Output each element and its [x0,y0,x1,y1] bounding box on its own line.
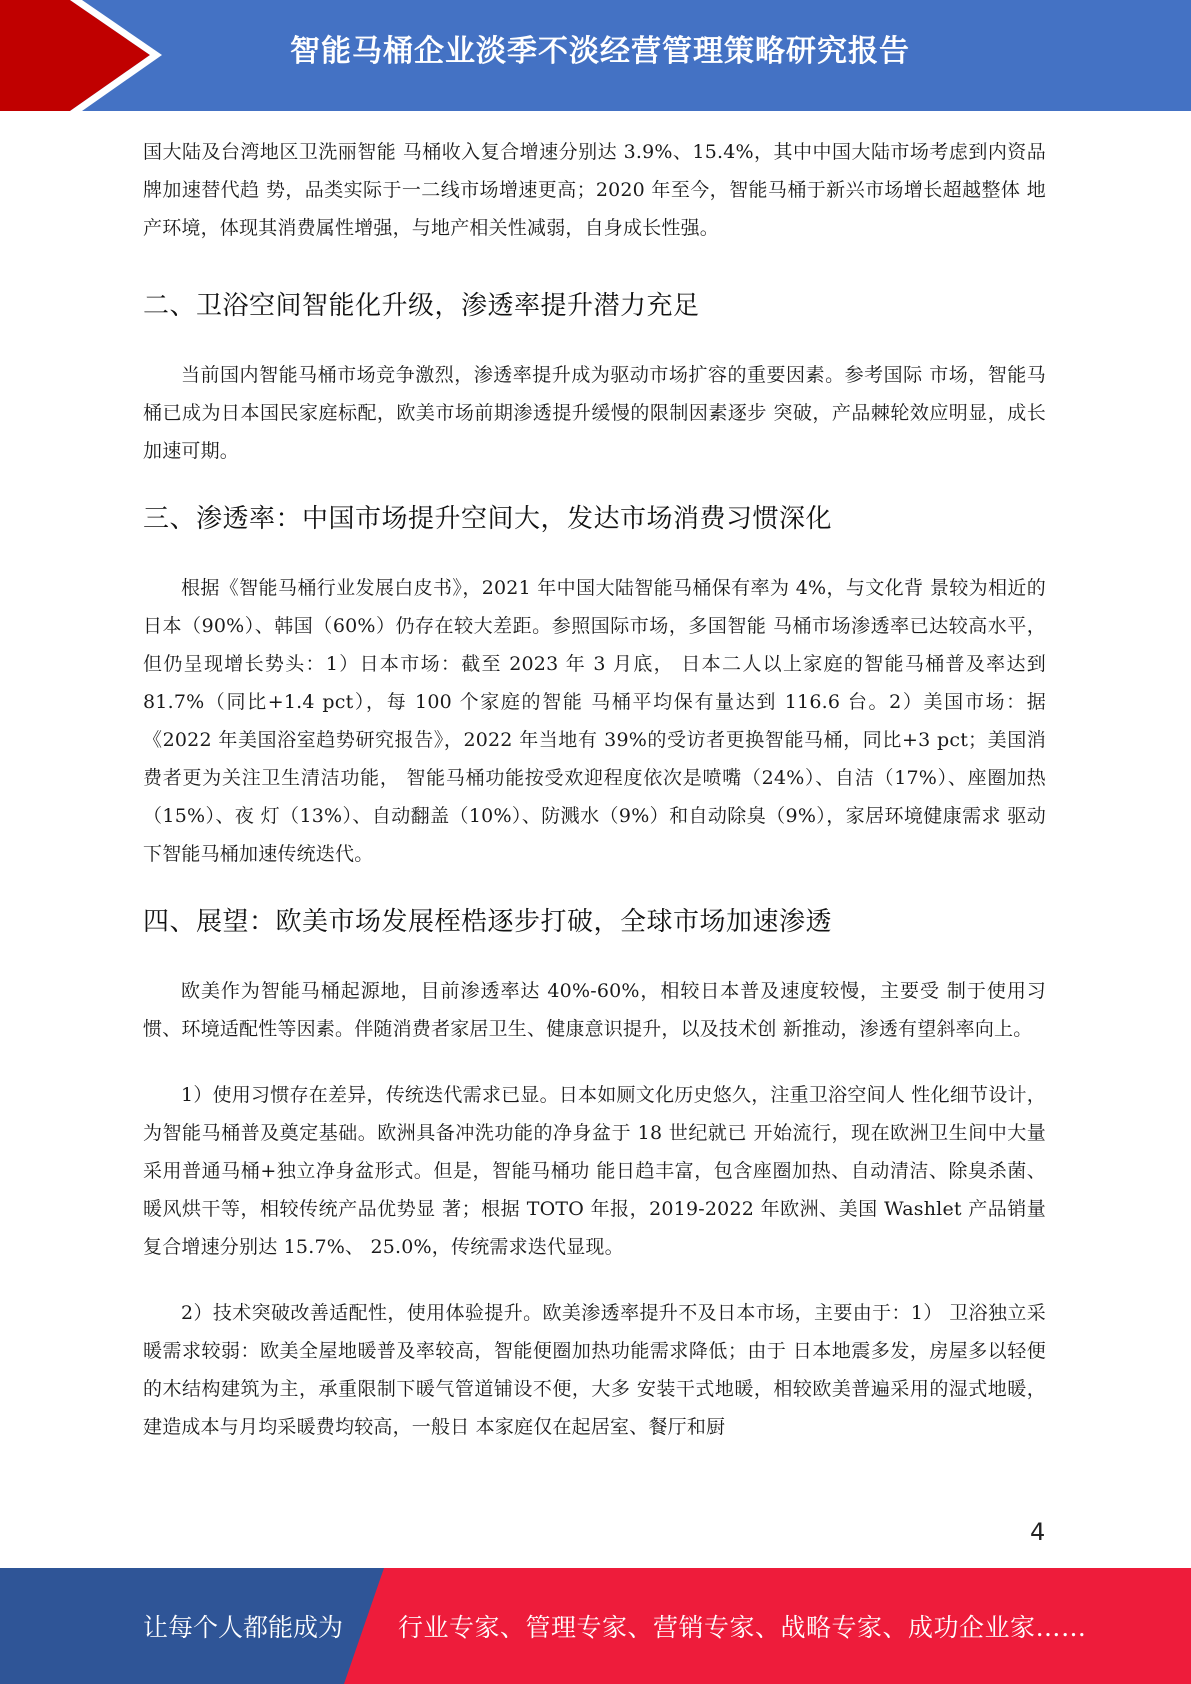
page-footer [0,1568,1191,1684]
page-header [0,0,1191,111]
section4-heading: 四、展望：欧美市场发展桎梏逐步打破，全球市场加速渗透 [143,907,833,937]
section4-paragraph-2: 1）使用习惯存在差异，传统迭代需求已显。日本如厕文化历史悠久，注重卫浴空间人 性化细节设计，为智能马桶普及奠定基础。欧洲具备冲洗功能的净身盆于 18 世纪就已 开始流行，现在欧洲卫生间中大量采用普通马桶+独立净身盆形式。但是，智能马桶功 能日趋丰富，包含座圈加热、自动清洁、除臭杀菌、暖风烘干等，相较传统产品优势显 著；根据 TOTO 年报，2019-2022 年欧洲、美国 Washlet 产品销量复合增速分别达 15.7%、 25.0%，传统需求迭代显现。 [143,1084,1046,1258]
footer-slogan-right: 行业专家、管理专家、营销专家、战略专家、成功企业家…… [398,1613,1087,1642]
intro-paragraph: 国大陆及台湾地区卫洗丽智能 马桶收入复合增速分别达 3.9%、15.4%，其中中国大陆市场考虑到内资品牌加速替代趋 势，品类实际于一二线市场增速更高；2020 年至今，智能马桶于新兴市场增长超越整体 地产环境，体现其消费属性增强，与地产相关性减弱，自身成长性强。 [143,141,1046,239]
section4-paragraph-3: 2）技术突破改善适配性，使用体验提升。欧美渗透率提升不及日本市场，主要由于：1） 卫浴独立采暖需求较弱：欧美全屋地暖普及率较高，智能便圈加热功能需求降低；由于 日本地震多发，房屋多以轻便的木结构建筑为主，承重限制下暖气管道铺设不便，大多 安装干式地暖，相较欧美普遍采用的湿式地暖，建造成本与月均采暖费均较高，一般日 本家庭仅在起居室、餐厅和厨 [143,1302,1046,1438]
header-title: 智能马桶企业淡季不淡经营管理策略研究报告 [290,34,910,69]
section3-heading: 三、渗透率：中国市场提升空间大，发达市场消费习惯深化 [143,504,833,534]
section2-heading: 二、卫浴空间智能化升级，渗透率提升潜力充足 [143,291,700,321]
page-number: 4 [1030,1518,1046,1546]
section2-paragraph: 当前国内智能马桶市场竞争激烈，渗透率提升成为驱动市场扩容的重要因素。参考国际 市场，智能马桶已成为日本国民家庭标配，欧美市场前期渗透提升缓慢的限制因素逐步 突破，产品棘轮效应明显，成长加速可期。 [143,364,1046,462]
section3-paragraph: 根据《智能马桶行业发展白皮书》，2021 年中国大陆智能马桶保有率为 4%，与文化背 景较为相近的日本（90%）、韩国（60%）仍存在较大差距。参照国际市场，多国智能 马桶市场渗透率已达较高水平，但仍呈现增长势头：1）日本市场：截至 2023 年 3 月底， 日本二人以上家庭的智能马桶普及率达到 81.7%（同比+1.4 pct），每 100 个家庭的智能 马桶平均保有量达到 116.6 台。2）美国市场：据《2022 年美国浴室趋势研究报告》，2022 年当地有 39%的受访者更换智能马桶，同比+3 pct；美国消费者更为关注卫生清洁功能， 智能马桶功能按受欢迎程度依次是喷嘴（24%）、自洁（17%）、座圈加热（15%）、夜 灯（13%）、自动翻盖（10%）、防溅水（9%）和自动除臭（9%），家居环境健康需求 驱动下智能马桶加速传统迭代。 [143,577,1046,865]
footer-slogan-left: 让每个人都能成为 [143,1613,344,1642]
section4-paragraph-1: 欧美作为智能马桶起源地，目前渗透率达 40%-60%，相较日本普及速度较慢，主要受 制于使用习惯、环境适配性等因素。伴随消费者家居卫生、健康意识提升，以及技术创 新推动，渗透有望斜率向上。 [143,980,1046,1040]
main-content [143,133,1046,1446]
